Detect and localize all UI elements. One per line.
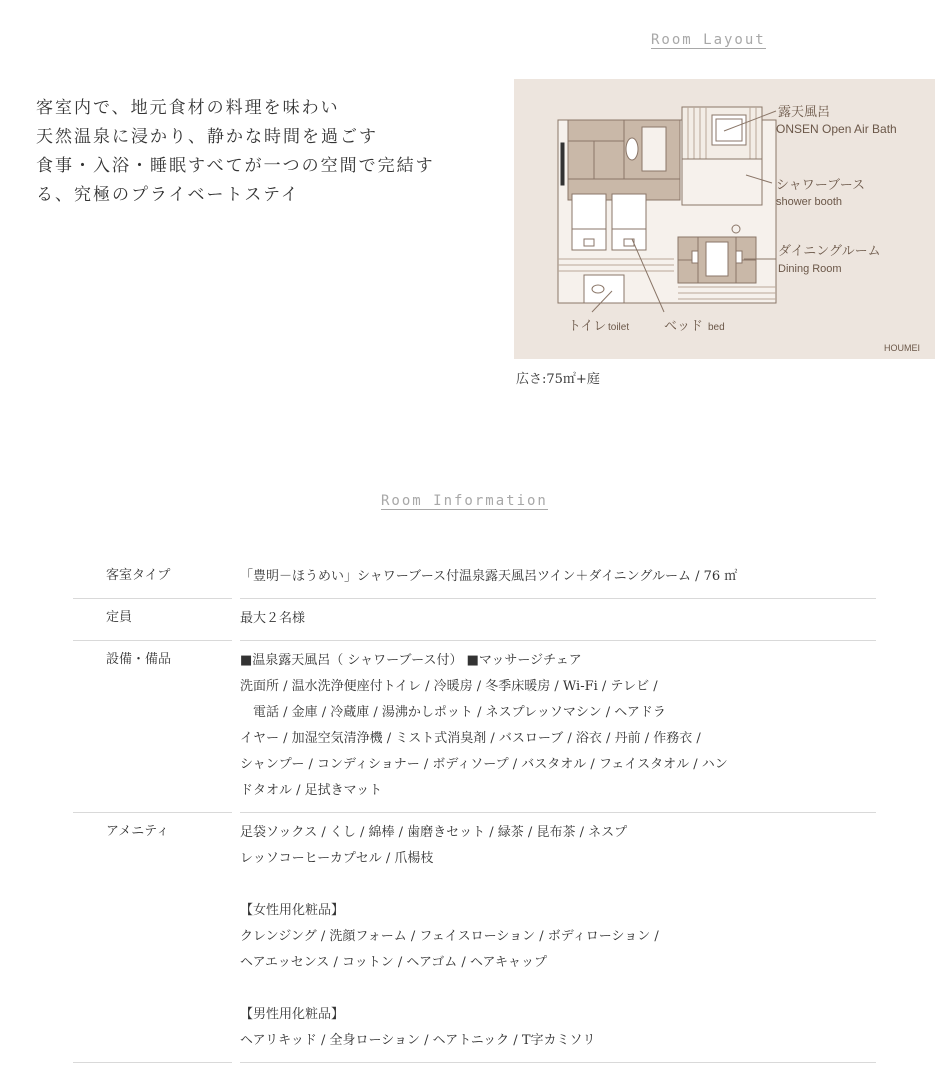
room-information-title: Room Information xyxy=(381,493,548,509)
shower-label-jp: シャワーブース xyxy=(776,177,866,192)
row-label: 設備・備品 xyxy=(73,641,232,813)
table-row xyxy=(73,599,876,641)
room-area: 広さ:75㎡+庭 xyxy=(516,372,600,387)
row-label: アメニティ xyxy=(73,813,232,1063)
value-line: ヘアリキッド / 全身ローション / ヘアトニック / T字カミソリ xyxy=(240,1033,596,1048)
bath-label-en: ONSEN Open Air Bath xyxy=(776,122,897,136)
bath-label-jp: 露天風呂 xyxy=(778,104,831,119)
toilet-label-en: toilet xyxy=(608,322,630,333)
value-line: 洗面所 / 温水洗浄便座付トイレ / 冷暖房 / 冬季床暖房 / Wi-Fi / テレビ / xyxy=(240,679,658,694)
value-line: 【女性用化粧品】 xyxy=(240,903,345,918)
bed-label-jp: ベッド xyxy=(664,318,704,333)
floor-plan-drawing xyxy=(514,79,935,359)
value-line: 足袋ソックス / くし / 綿棒 / 歯磨きセット / 緑茶 / 昆布茶 / ネスプ xyxy=(240,825,628,840)
value-line: イヤー / 加湿空気清浄機 / ミスト式消臭剤 / バスローブ / 浴衣 / 丹前 / 作務衣 / xyxy=(240,731,701,746)
row-label: 定員 xyxy=(73,599,232,641)
value-line: ■温泉露天風呂（ シャワーブース付） ■マッサージチェア xyxy=(240,653,582,668)
room-info-table xyxy=(73,557,876,1063)
row-value xyxy=(240,641,876,813)
dining-label-jp: ダイニングルーム xyxy=(778,243,881,258)
lead-line: 食事・入浴・睡眠すべてが一つの空間で完結す xyxy=(36,156,435,176)
shower-label-en: shower booth xyxy=(776,196,843,208)
row-label: 客室タイプ xyxy=(73,557,232,599)
table-row xyxy=(73,641,876,813)
dining-label-en: Dining Room xyxy=(778,263,842,275)
value-line: シャンプー / コンディショナー / ボディソープ / バスタオル / フェイスタオル / ハン xyxy=(240,757,728,772)
value-line: 最大２名様 xyxy=(240,611,306,626)
lead-text xyxy=(36,94,435,210)
value-line: ヘアエッセンス / コットン / ヘアゴム / ヘアキャップ xyxy=(240,955,548,970)
row-value xyxy=(240,813,876,1063)
value-line: 「豊明－ほうめい」シャワーブース付温泉露天風呂ツイン＋ダイニングルーム / 76 ㎡ xyxy=(240,569,738,584)
lead-line: 客室内で、地元食材の料理を味わい xyxy=(36,98,340,118)
value-line xyxy=(240,976,876,1002)
bed-label-en: bed xyxy=(708,322,725,333)
row-value xyxy=(240,599,876,641)
room-layout-title: Room Layout xyxy=(651,32,766,48)
lead-line: る、究極のプライベートステイ xyxy=(36,185,300,205)
brand-mark: HOUMEI xyxy=(884,343,920,353)
table-row xyxy=(73,557,876,599)
floor-plan-image xyxy=(514,79,935,359)
value-line: 【男性用化粧品】 xyxy=(240,1007,345,1022)
table-row xyxy=(73,813,876,1063)
value-line xyxy=(240,872,876,898)
row-value xyxy=(240,557,876,599)
toilet-label-jp: トイレ xyxy=(568,318,607,333)
value-line: レッソコーヒーカプセル / 爪楊枝 xyxy=(240,851,434,866)
lead-line: 天然温泉に浸かり、静かな時間を過ごす xyxy=(36,127,378,147)
value-line: クレンジング / 洗顔フォーム / フェイスローション / ボディローション / xyxy=(240,929,659,944)
value-line: 電話 / 金庫 / 冷蔵庫 / 湯沸かしポット / ネスプレッソマシン / ヘアドラ xyxy=(240,705,666,720)
value-line: ドタオル / 足拭きマット xyxy=(240,783,383,798)
